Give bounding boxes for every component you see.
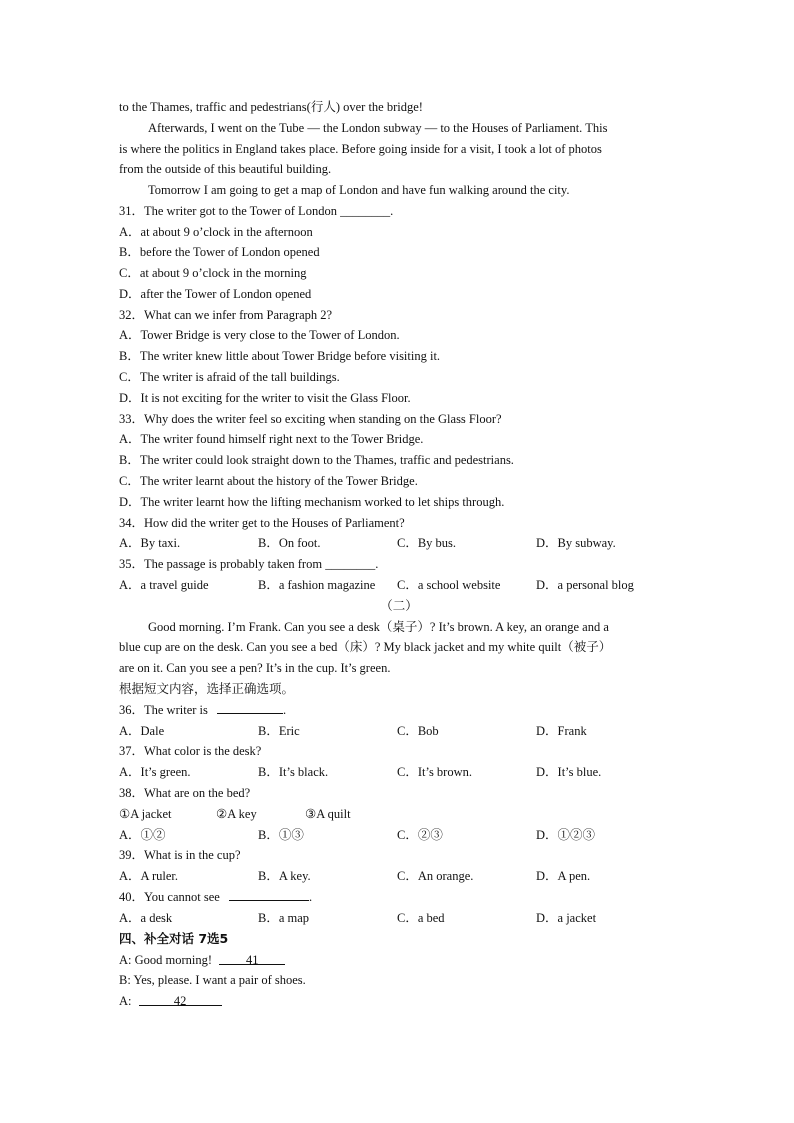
question-38-stem: 38．What are on the bed?	[119, 786, 251, 800]
q33-option-c: C．The writer learnt about the history of the Tower Bridge.	[119, 474, 418, 488]
q35-options	[119, 575, 679, 595]
answer-blank	[229, 887, 309, 901]
q38-item-1: ①A jacket	[119, 807, 172, 821]
passage-line: Good morning. I’m Frank. Can you see a desk（桌子）? It’s brown. A key, an orange and a	[148, 620, 609, 634]
q38-item-3: ③A quilt	[305, 807, 351, 821]
question-31-stem: 31．The writer got to the Tower of London ________.	[119, 204, 394, 218]
blank-42: 42	[139, 991, 222, 1006]
question-32-stem: 32．What can we infer from Paragraph 2?	[119, 308, 333, 322]
q36-option-c: C．Bob	[397, 724, 439, 738]
passage-line: to the Thames, traffic and pedestrians(行人) over the bridge!	[119, 100, 423, 114]
q36-option-d: D．Frank	[536, 724, 587, 738]
q31-option-a: A．at about 9 o’clock in the afternoon	[119, 225, 313, 239]
q33-option-d: D．The writer learnt how the lifting mechanism worked to let ships through.	[119, 495, 505, 509]
passage-line: from the outside of this beautiful building.	[119, 162, 332, 176]
q34-option-d: D．By subway.	[536, 536, 616, 550]
dialogue-line-2: B: Yes, please. I want a pair of shoes.	[119, 973, 306, 987]
section-4-heading: 四、补全对话 7选5	[119, 931, 229, 946]
question-37-stem: 37．What color is the desk?	[119, 744, 262, 758]
q32-option-c: C．The writer is afraid of the tall buildings.	[119, 370, 340, 384]
q39-option-a: A．A ruler.	[119, 869, 179, 883]
q39-option-b: B．A key.	[258, 869, 311, 883]
q35-option-a: A．a travel guide	[119, 578, 209, 592]
q34-option-c: C．By bus.	[397, 536, 457, 550]
q37-options	[119, 762, 679, 782]
dialogue-text: A: Good morning!	[119, 953, 213, 967]
q31-option-c: C．at about 9 o’clock in the morning	[119, 266, 307, 280]
q36-option-a: A．Dale	[119, 724, 165, 738]
question-40-stem: 40．You cannot see	[119, 890, 220, 904]
q38-item-2: ②A key	[216, 807, 257, 821]
blank-41: 41	[219, 950, 285, 965]
answer-blank	[217, 700, 283, 714]
q31-option-d: D．after the Tower of London opened	[119, 287, 312, 301]
q32-option-a: A．Tower Bridge is very close to the Tower of London.	[119, 328, 400, 342]
passage-line: Tomorrow I am going to get a map of London and have fun walking around the city.	[148, 183, 570, 197]
q39-option-c: C．An orange.	[397, 869, 474, 883]
q32-option-b: B．The writer knew little about Tower Bridge before visiting it.	[119, 349, 441, 363]
passage-line: is where the politics in England takes place. Before going inside for a visit, I took a lot of photos	[119, 142, 602, 156]
q33-option-b: B．The writer could look straight down to the Thames, traffic and pedestrians.	[119, 453, 514, 467]
q37-option-d: D．It’s blue.	[536, 765, 602, 779]
question-36-stem: 36．The writer is	[119, 703, 208, 717]
q36-options	[119, 721, 679, 741]
q37-option-a: A．It’s green.	[119, 765, 191, 779]
q32-option-d: D．It is not exciting for the writer to visit the Glass Floor.	[119, 391, 411, 405]
q34-option-a: A．By taxi.	[119, 536, 181, 550]
q34-option-b: B．On foot.	[258, 536, 321, 550]
q37-option-b: B．It’s black.	[258, 765, 329, 779]
q38-option-b: B．①③	[258, 828, 304, 842]
dialogue-text: A:	[119, 994, 132, 1008]
q35-option-b: B．a fashion magazine	[258, 578, 376, 592]
q40-option-c: C．a bed	[397, 911, 445, 925]
q38-option-a: A．①②	[119, 828, 166, 842]
question-35-stem: 35．The passage is probably taken from ________.	[119, 557, 379, 571]
passage-line: blue cup are on the desk. Can you see a bed（床）? My black jacket and my white quilt（被子）	[119, 640, 612, 654]
question-36: 36．The writer is .	[119, 700, 679, 720]
passage-line: Afterwards, I went on the Tube — the London subway — to the Houses of Parliament. This	[148, 121, 608, 135]
q33-option-a: A．The writer found himself right next to the Tower Bridge.	[119, 432, 424, 446]
question-33-stem: 33．Why does the writer feel so exciting when standing on the Glass Floor?	[119, 412, 502, 426]
dialogue-line-1	[119, 950, 679, 970]
q39-option-d: D．A pen.	[536, 869, 591, 883]
question-39-stem: 39．What is in the cup?	[119, 848, 241, 862]
question-40: 40．You cannot see .	[119, 887, 679, 907]
q40-option-a: A．a desk	[119, 911, 173, 925]
q34-options	[119, 533, 679, 553]
q31-option-b: B．before the Tower of London opened	[119, 245, 320, 259]
question-34-stem: 34．How did the writer get to the Houses of Parliament?	[119, 516, 405, 530]
q35-option-c: C．a school website	[397, 578, 501, 592]
q37-option-c: C．It’s brown.	[397, 765, 473, 779]
q38-option-c: C．②③	[397, 828, 443, 842]
q36-option-b: B．Eric	[258, 724, 300, 738]
q38-items	[119, 804, 679, 824]
q38-options	[119, 825, 679, 845]
dialogue-line-3	[119, 991, 679, 1011]
q40-options	[119, 908, 679, 928]
q39-options	[119, 866, 679, 886]
q40-option-b: B．a map	[258, 911, 310, 925]
q35-option-d: D．a personal blog	[536, 578, 634, 592]
q38-option-d: D．①②③	[536, 828, 596, 842]
passage-line: are on it. Can you see a pen? It’s in the cup. It’s green.	[119, 661, 391, 675]
instruction: 根据短文内容，选择正确选项。	[119, 682, 295, 696]
q40-option-d: D．a jacket	[536, 911, 597, 925]
section-heading: （二）	[380, 599, 418, 613]
